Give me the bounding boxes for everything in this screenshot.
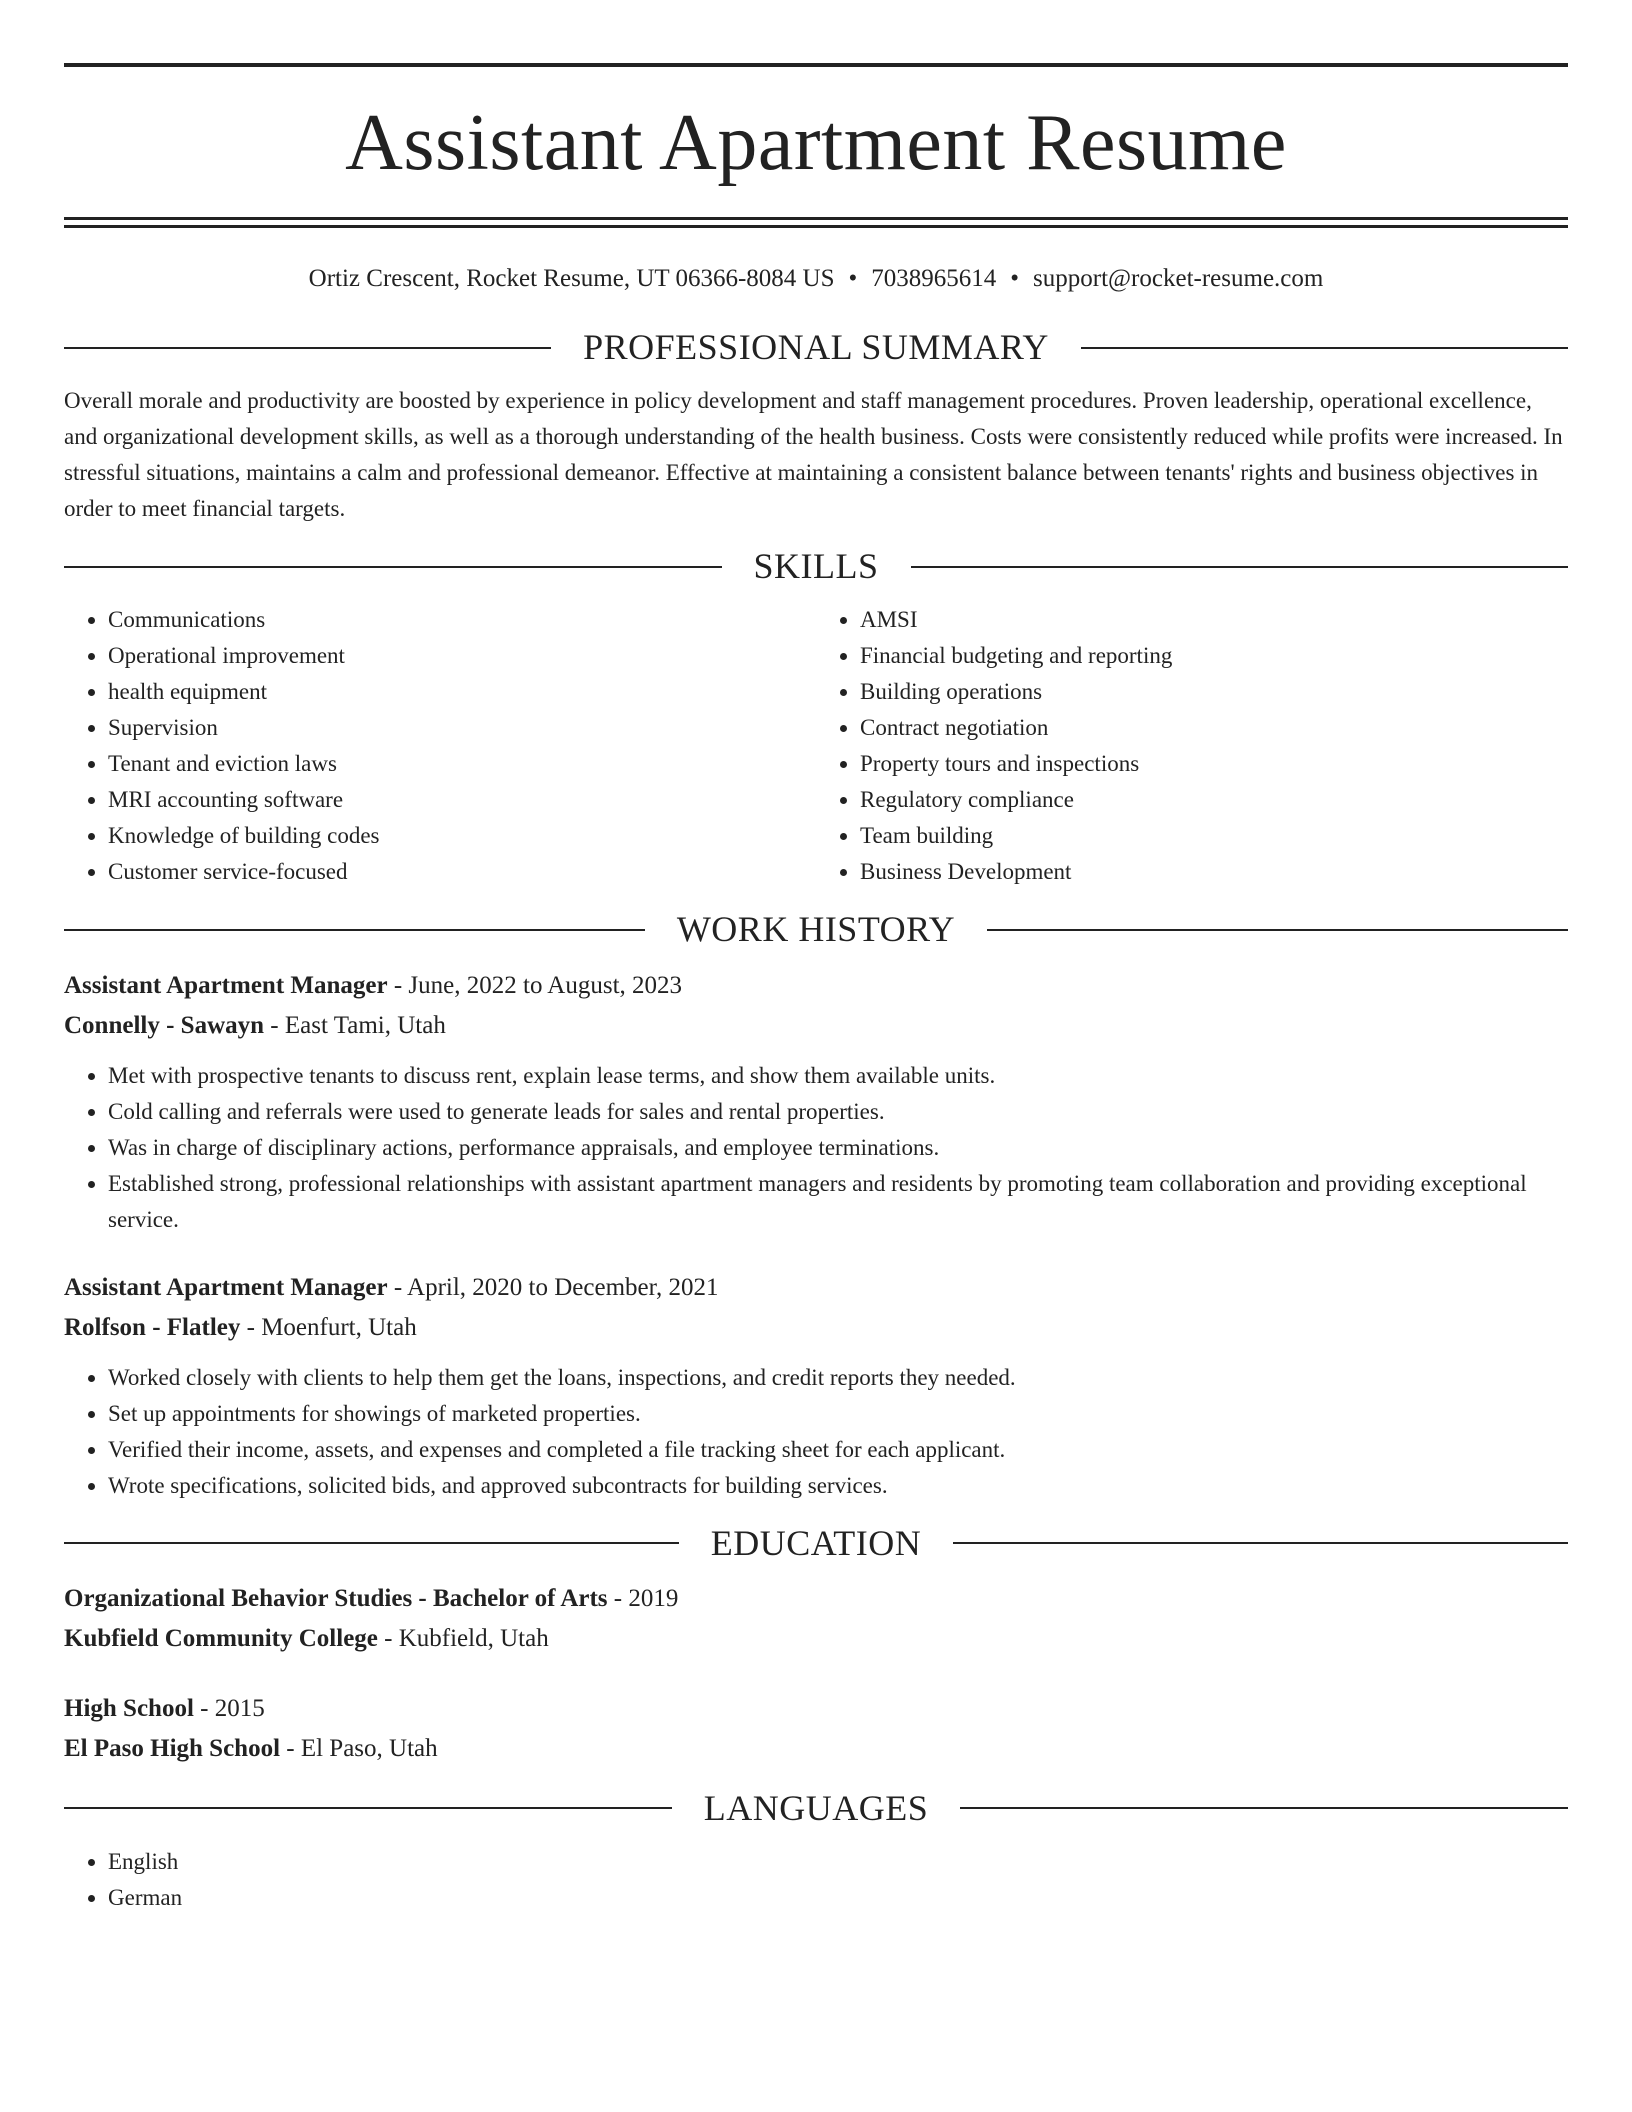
job-company-line: [64, 1006, 1568, 1046]
skill-item: • Communications: [108, 602, 816, 638]
skill-item: • Building operations: [860, 674, 1568, 710]
job-dates: - June, 2022 to August, 2023: [387, 971, 683, 999]
education-school-line: [64, 1619, 1568, 1659]
skill-item: • Contract negotiation: [860, 710, 1568, 746]
education-school: Kubfield Community College: [64, 1624, 378, 1652]
languages-list: [64, 1844, 1568, 1916]
contact-address: Ortiz Crescent, Rocket Resume, UT 06366-8084 US: [308, 265, 835, 292]
skill-item: • Tenant and eviction laws: [108, 746, 816, 782]
section-title: LANGUAGES: [703, 1787, 929, 1828]
skill-item: • Supervision: [108, 710, 816, 746]
job-bullet: • Set up appointments for showings of marketed properties.: [108, 1396, 1568, 1432]
job-bullet: • Met with prospective tenants to discuss rent, explain lease terms, and show them available units.: [108, 1058, 1568, 1094]
section-heading-skills: [64, 545, 1568, 588]
job-title: Assistant Apartment Manager: [64, 1273, 388, 1301]
title-double-rule: [64, 217, 1568, 228]
language-item: • German: [108, 1880, 1568, 1916]
section-title: SKILLS: [753, 546, 879, 587]
heading-rule: [64, 1542, 679, 1544]
skill-item: • Knowledge of building codes: [108, 818, 816, 854]
education-location: - Kubfield, Utah: [377, 1624, 549, 1652]
job-bullet: • Cold calling and referrals were used to generate leads for sales and rental properties.: [108, 1094, 1568, 1130]
job-bullet: • Wrote specifications, solicited bids, and approved subcontracts for building services.: [108, 1468, 1568, 1504]
section-title: PROFESSIONAL SUMMARY: [583, 327, 1049, 367]
job-title-line: [64, 966, 1568, 1006]
job-bullets: [64, 1360, 1568, 1504]
section-title: EDUCATION: [710, 1522, 922, 1563]
heading-rule: [64, 929, 645, 931]
education-entry: [64, 1579, 1568, 1659]
contact-separator: •: [1010, 265, 1020, 292]
skill-item: • Business Development: [860, 854, 1568, 890]
education-year: - 2019: [607, 1584, 679, 1612]
spacer: [64, 1238, 1568, 1268]
education-degree: Organizational Behavior Studies - Bachelor of Arts: [64, 1584, 608, 1612]
spacer: [64, 1659, 1568, 1689]
contact-line: [64, 264, 1568, 294]
job-dates: - April, 2020 to December, 2021: [387, 1273, 719, 1301]
education-degree-line: [64, 1579, 1568, 1619]
skill-item: • health equipment: [108, 674, 816, 710]
job-bullet: • Was in charge of disciplinary actions, performance appraisals, and employee terminations.: [108, 1130, 1568, 1166]
job-bullet: • Worked closely with clients to help them get the loans, inspections, and credit reports they needed.: [108, 1360, 1568, 1396]
skill-item: • MRI accounting software: [108, 782, 816, 818]
language-item: • English: [108, 1844, 1568, 1880]
section-heading-work: [64, 908, 1568, 951]
section-heading-languages: [64, 1787, 1568, 1830]
resume-title: Assistant Apartment Resume: [345, 99, 1287, 187]
job-bullet: • Verified their income, assets, and expenses and completed a file tracking sheet for each applicant.: [108, 1432, 1568, 1468]
skill-item: • Team building: [860, 818, 1568, 854]
heading-rule: [953, 1542, 1568, 1544]
job-title: Assistant Apartment Manager: [64, 971, 388, 999]
section-heading-education: [64, 1522, 1568, 1565]
education-location: - El Paso, Utah: [280, 1734, 438, 1762]
skill-item: • AMSI: [860, 602, 1568, 638]
contact-phone: 7038965614: [871, 265, 997, 292]
heading-rule: [64, 566, 722, 568]
skill-item: • Customer service-focused: [108, 854, 816, 890]
summary-text: Overall morale and productivity are boosted by experience in policy development and staff management procedures. Proven leadership, operational excellence, and organizational development skills, as well as a thorough understanding of the health business. Costs were consistently reduced while profits were increased. In stressful situations, maintains a calm and professional demeanor. Effective at maintaining a consistent balance between tenants' rights and business objectives in order to meet financial targets.: [64, 388, 1563, 522]
section-title: WORK HISTORY: [676, 909, 956, 950]
heading-rule: [64, 347, 551, 349]
skills-list-right: [816, 602, 1568, 890]
job-bullets: [64, 1058, 1568, 1238]
education-degree-line: [64, 1689, 1568, 1729]
job-entry: [64, 1268, 1568, 1504]
skill-item: • Property tours and inspections: [860, 746, 1568, 782]
job-location: - Moenfurt, Utah: [240, 1313, 417, 1341]
job-bullet: • Established strong, professional relationships with assistant apartment managers and residents by promoting team collaboration and providing exceptional service.: [108, 1166, 1568, 1238]
heading-rule: [987, 929, 1568, 931]
job-title-line: [64, 1268, 1568, 1308]
education-school-line: [64, 1729, 1568, 1769]
job-location: - East Tami, Utah: [264, 1011, 446, 1039]
skill-item: • Regulatory compliance: [860, 782, 1568, 818]
job-company: Rolfson - Flatley: [64, 1313, 241, 1341]
section-heading-summary: [64, 326, 1568, 369]
education-year: - 2015: [193, 1694, 265, 1722]
heading-rule: [960, 1807, 1568, 1809]
skills-list-left: [64, 602, 816, 890]
heading-rule: [911, 566, 1569, 568]
job-company: Connelly - Sawayn: [64, 1011, 265, 1039]
job-company-line: [64, 1308, 1568, 1348]
heading-rule: [1081, 347, 1568, 349]
contact-separator: •: [848, 265, 858, 292]
skill-item: • Operational improvement: [108, 638, 816, 674]
education-entry: [64, 1689, 1568, 1769]
education-degree: High School: [64, 1694, 194, 1722]
education-school: El Paso High School: [64, 1734, 281, 1762]
skills-columns: [64, 602, 1568, 890]
skill-item: • Financial budgeting and reporting: [860, 638, 1568, 674]
job-entry: [64, 966, 1568, 1238]
heading-rule: [64, 1807, 672, 1809]
contact-email: support@rocket-resume.com: [1033, 265, 1324, 292]
